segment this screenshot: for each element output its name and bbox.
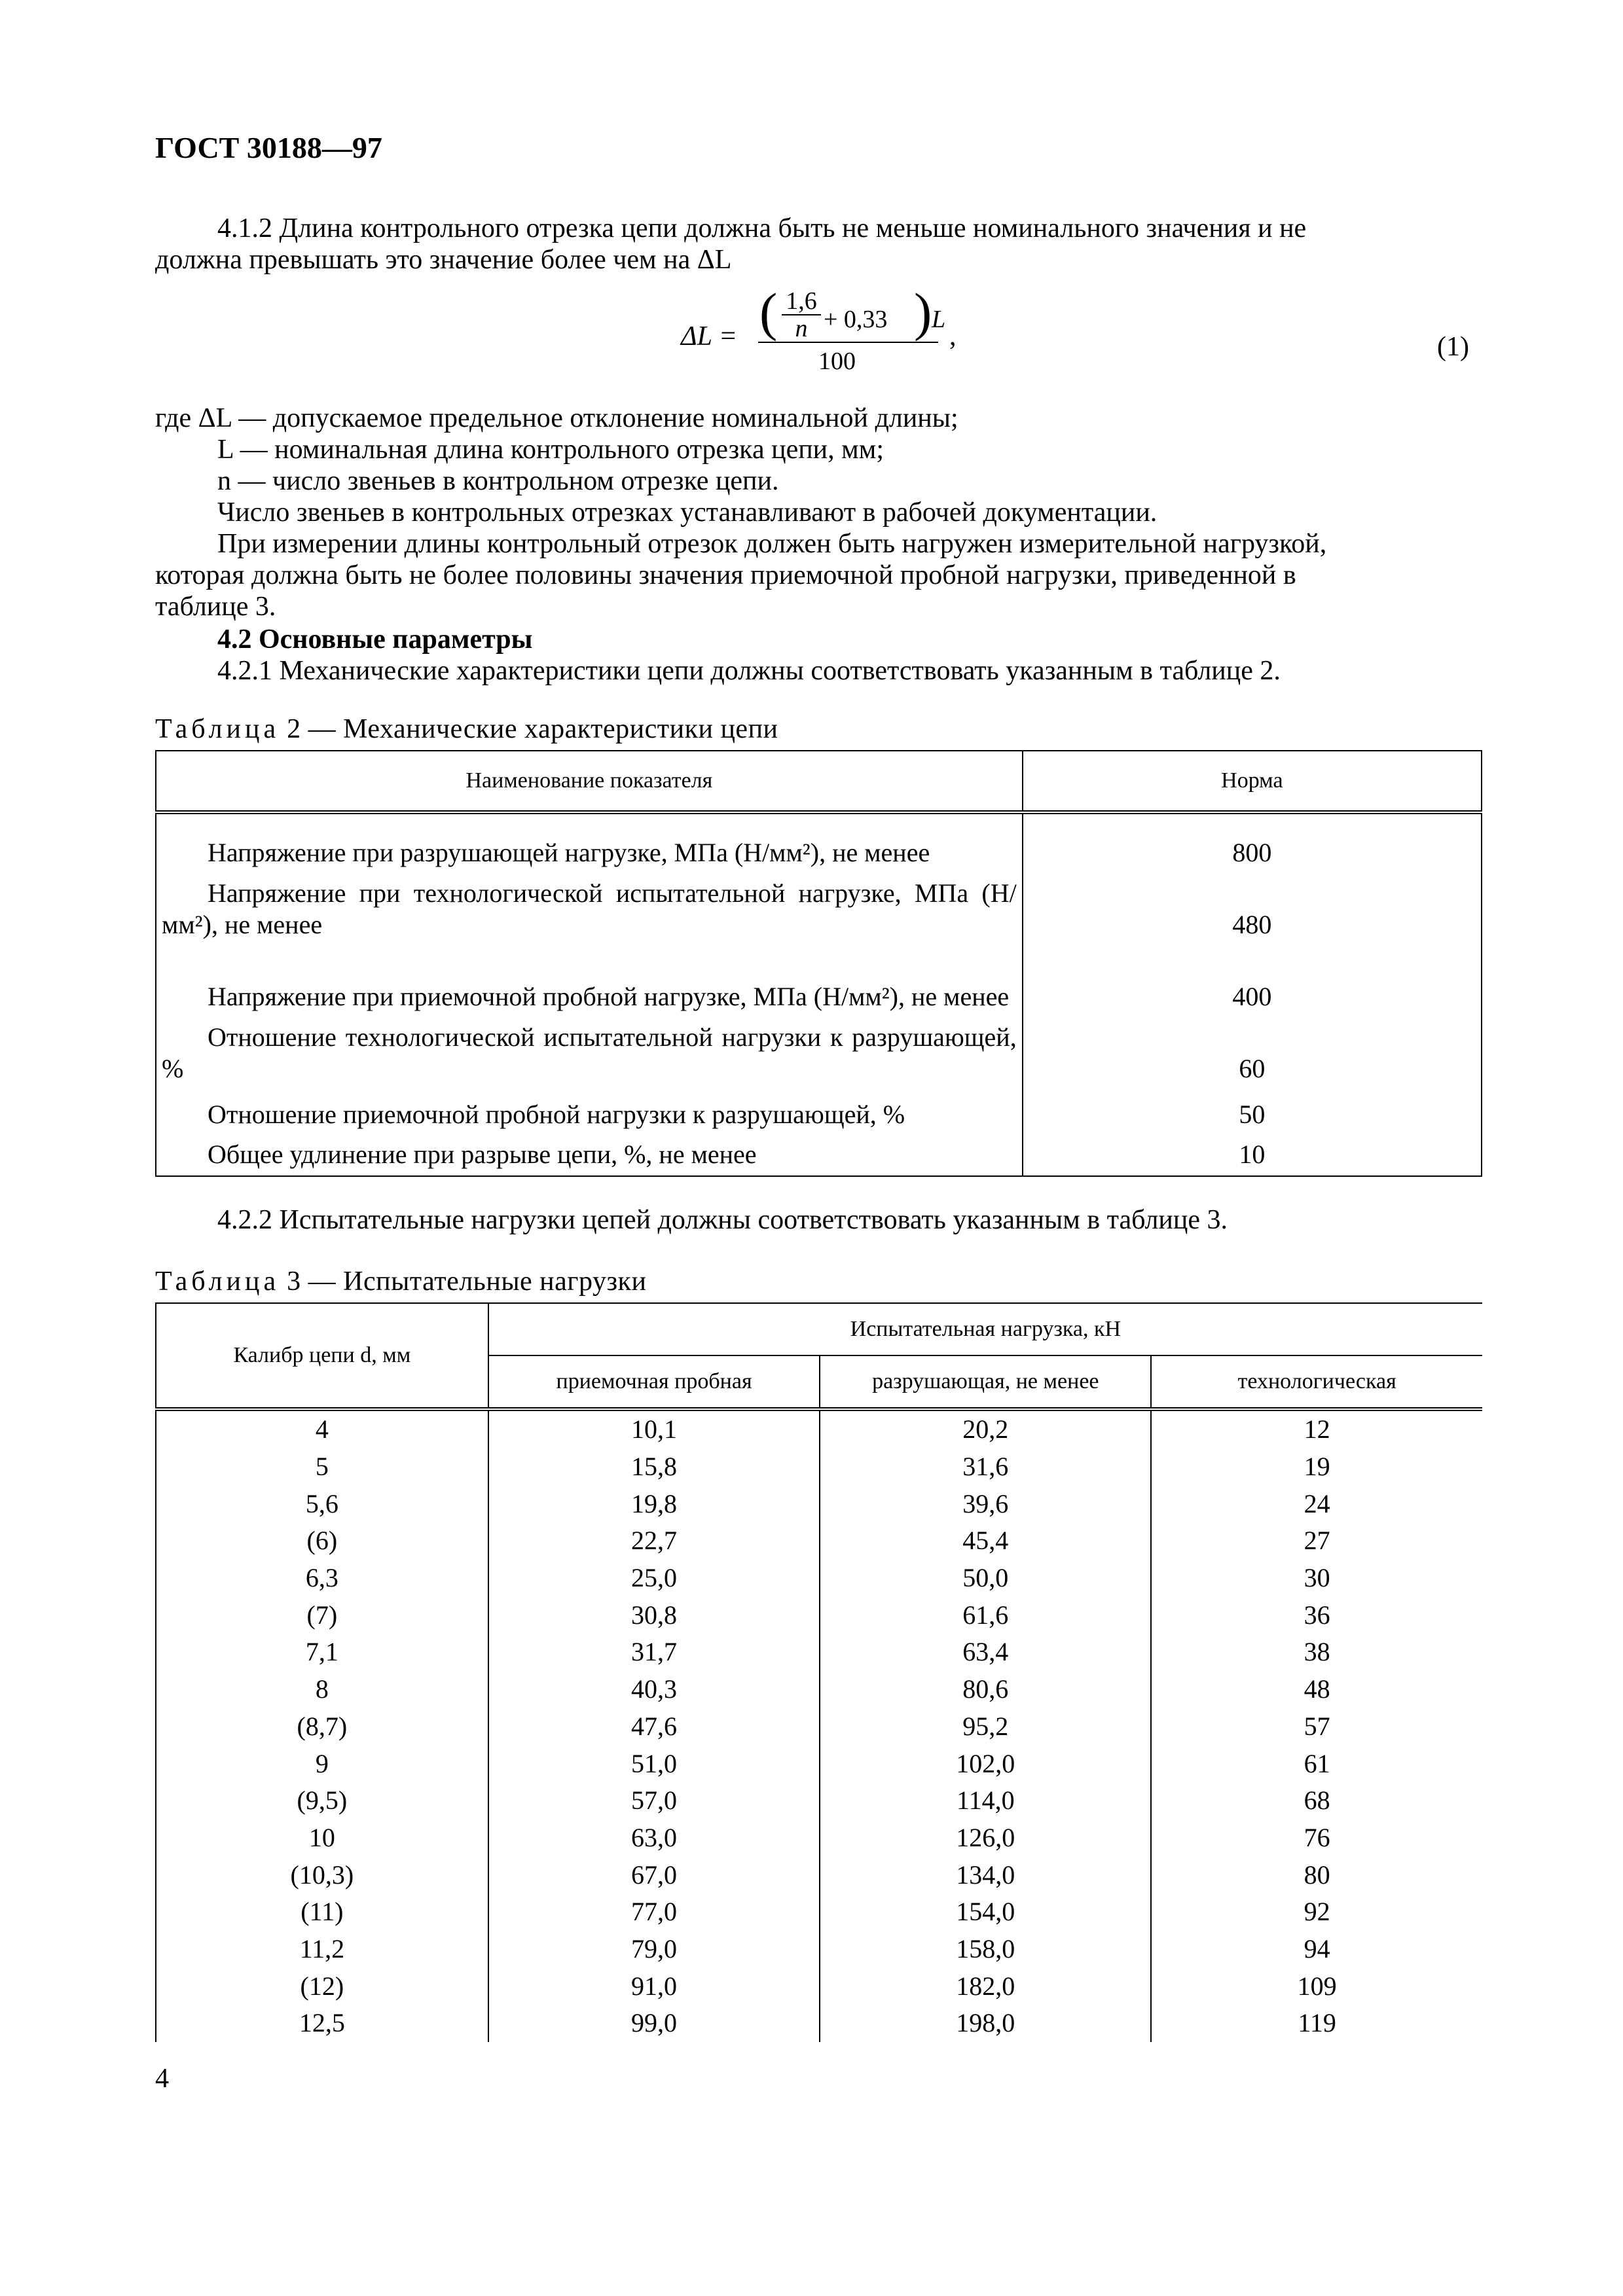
table3-cell: (12): [156, 1967, 488, 2005]
table2-cell-name: Напряжение при приемочной пробной нагрузке, МПа (Н/мм²), не менее: [156, 941, 1023, 1013]
table3-cell: 57,0: [488, 1782, 820, 1820]
table3-cell: (9,5): [156, 1782, 488, 1820]
table2-cell-value: 400: [1023, 941, 1482, 1013]
formula-fraction-bar: [758, 342, 938, 343]
table-row: [156, 1931, 1482, 1968]
table3-cell: 6,3: [156, 1560, 488, 1597]
table3-cell: 109: [1151, 1967, 1482, 2005]
where-line2: L — номинальная длина контрольного отрезка цепи, мм;: [217, 435, 884, 465]
table2-cell-value: 50: [1023, 1085, 1482, 1130]
table3-cell: 80: [1151, 1856, 1482, 1893]
table2-cell-value: 10: [1023, 1130, 1482, 1176]
table3-cell: 19: [1151, 1448, 1482, 1486]
table3-cell: 11,2: [156, 1931, 488, 1968]
table-row: [156, 1596, 1482, 1634]
table3-cell: 67,0: [488, 1856, 820, 1893]
paragraph-4-2-1: 4.2.1 Механические характеристики цепи должны соответствовать указанным в таблице 2.: [217, 656, 1281, 686]
table3-cell: 27: [1151, 1522, 1482, 1560]
where-line4: Число звеньев в контрольных отрезках устанавливают в рабочей документации.: [217, 497, 1158, 528]
paragraph-4-1-2-line1: 4.1.2 Длина контрольного отрезка цепи должна быть не меньше номинального значения и не: [217, 213, 1307, 243]
table2-head-norm: Норма: [1023, 751, 1482, 812]
table3-cell: 61: [1151, 1745, 1482, 1782]
table3-cell: 154,0: [820, 1893, 1151, 1931]
table3-cell: 10,1: [488, 1409, 820, 1448]
table-row: [156, 1967, 1482, 2005]
table2-cell-name: Общее удлинение при разрыве цепи, %, не менее: [156, 1130, 1023, 1176]
paragraph-4-1-2-line2: должна превышать это значение более чем на ΔL: [155, 245, 732, 275]
table3-cell: (11): [156, 1893, 488, 1931]
table3-cell: 22,7: [488, 1522, 820, 1560]
table-row: [156, 1856, 1482, 1893]
table3-cell: 15,8: [488, 1448, 820, 1486]
table3-cell: 24: [1151, 1485, 1482, 1522]
table3-cell: 50,0: [820, 1560, 1151, 1597]
table-row: [156, 1013, 1482, 1085]
table-row: [156, 1522, 1482, 1560]
table-row: [156, 1130, 1482, 1176]
table3-cell: (6): [156, 1522, 488, 1560]
table3-cell: 10: [156, 1820, 488, 1857]
table3-cell: 57: [1151, 1708, 1482, 1746]
formula-small-fraction: [782, 288, 821, 342]
table3-cell: 63,0: [488, 1820, 820, 1857]
formula-paren-left: (: [759, 282, 778, 342]
formula-paren-right: ): [914, 282, 932, 342]
table3-cell: 126,0: [820, 1820, 1151, 1857]
table2-cell-name: Отношение приемочной пробной нагрузки к разрушающей, %: [156, 1085, 1023, 1130]
table3-head-technological: технологическая: [1151, 1355, 1482, 1409]
page-number: 4: [155, 2064, 169, 2094]
table-row: [156, 1634, 1482, 1671]
table-row: [156, 1893, 1482, 1931]
table3-cell: 5: [156, 1448, 488, 1486]
table3-cell: 158,0: [820, 1931, 1151, 1968]
table3-cell: 80,6: [820, 1671, 1151, 1708]
standard-code: ГОСТ 30188—97: [155, 131, 382, 164]
table-row: [156, 941, 1482, 1013]
formula-comma: ,: [949, 321, 957, 351]
equation-number: (1): [1437, 332, 1469, 362]
table-row: [156, 1560, 1482, 1597]
table-row: [156, 1085, 1482, 1130]
paragraph-4-2-2: 4.2.2 Испытательные нагрузки цепей должны соответствовать указанным в таблице 3.: [217, 1205, 1228, 1235]
where-line5: При измерении длины контрольный отрезок должен быть нагружен измерительной нагрузкой,: [217, 529, 1327, 559]
table3-cell: 4: [156, 1409, 488, 1448]
table3-cell: 114,0: [820, 1782, 1151, 1820]
table2-cell-value: 480: [1023, 869, 1482, 941]
formula-l: L: [932, 306, 946, 333]
formula-denominator: 100: [818, 348, 856, 375]
formula-delta-l: [681, 282, 957, 393]
table-row: [156, 1820, 1482, 1857]
table3-cell: 79,0: [488, 1931, 820, 1968]
table2-cell-name: Отношение технологической испытательной нагрузки к разрушающей, %: [156, 1013, 1023, 1085]
table3-cell: (8,7): [156, 1708, 488, 1746]
table3-test-loads: [155, 1302, 1482, 2042]
table3-cell: 38: [1151, 1634, 1482, 1671]
formula-frac-num: 1,6: [782, 288, 821, 315]
table3-cell: 39,6: [820, 1485, 1151, 1522]
table3-cell: 31,6: [820, 1448, 1151, 1486]
where-line1: где ΔL — допускаемое предельное отклонение номинальной длины;: [155, 403, 958, 433]
where-line7: таблице 3.: [155, 592, 276, 622]
table3-cell: 19,8: [488, 1485, 820, 1522]
table3-cell: 119: [1151, 2005, 1482, 2042]
table3-cell: 134,0: [820, 1856, 1151, 1893]
table3-cell: 45,4: [820, 1522, 1151, 1560]
table2-caption: [155, 713, 778, 745]
section-4-2-title: 4.2 Основные параметры: [217, 624, 533, 655]
table3-cell: 92: [1151, 1893, 1482, 1931]
table3-cell: 12,5: [156, 2005, 488, 2042]
table3-head-acceptance: приемочная пробная: [488, 1355, 820, 1409]
table3-cell: 36: [1151, 1596, 1482, 1634]
table3-cell: 30: [1151, 1560, 1482, 1597]
table2-caption-word: Таблица: [155, 714, 280, 744]
where-line6: которая должна быть не более половины значения приемочной пробной нагрузки, приведенной в: [155, 560, 1296, 590]
table3-head-caliber: Калибр цепи d, мм: [156, 1303, 488, 1409]
table3-cell: 5,6: [156, 1485, 488, 1522]
table-row: [156, 1708, 1482, 1746]
table-row: [156, 1409, 1482, 1448]
table3-cell: 76: [1151, 1820, 1482, 1857]
table-row: [156, 1485, 1482, 1522]
table3-cell: 48: [1151, 1671, 1482, 1708]
table3-cell: 47,6: [488, 1708, 820, 1746]
table3-cell: 95,2: [820, 1708, 1151, 1746]
table-row: [156, 1745, 1482, 1782]
table3-cell: 51,0: [488, 1745, 820, 1782]
table3-cell: 20,2: [820, 1409, 1151, 1448]
table3-cell: 12: [1151, 1409, 1482, 1448]
table3-cell: 61,6: [820, 1596, 1151, 1634]
table2-cell-name: Напряжение при технологической испытательной нагрузке, МПа (Н/мм²), не менее: [156, 869, 1023, 941]
table2-cell-value: 800: [1023, 812, 1482, 869]
table2-cell-name: Напряжение при разрушающей нагрузке, МПа (Н/мм²), не менее: [156, 812, 1023, 869]
table2-caption-text: 2 — Механические характеристики цепи: [287, 714, 778, 744]
table3-cell: 8: [156, 1671, 488, 1708]
table-row: [156, 812, 1482, 869]
table3-cell: 182,0: [820, 1967, 1151, 2005]
table-row: [156, 1782, 1482, 1820]
table2-mechanical-characteristics: [155, 750, 1482, 1177]
table3-cell: 30,8: [488, 1596, 820, 1634]
formula-lhs: ΔL =: [681, 321, 738, 351]
table3-cell: 40,3: [488, 1671, 820, 1708]
table3-cell: 94: [1151, 1931, 1482, 1968]
table3-cell: 25,0: [488, 1560, 820, 1597]
table3-cell: (10,3): [156, 1856, 488, 1893]
table3-cell: 68: [1151, 1782, 1482, 1820]
table3-body: [156, 1409, 1482, 2042]
formula-frac-den: n: [795, 315, 808, 342]
table3-cell: 7,1: [156, 1634, 488, 1671]
table3-head-breaking: разрушающая, не менее: [820, 1355, 1151, 1409]
table3-cell: 91,0: [488, 1967, 820, 2005]
table3-cell: 102,0: [820, 1745, 1151, 1782]
table3-cell: 63,4: [820, 1634, 1151, 1671]
table3-cell: 198,0: [820, 2005, 1151, 2042]
table2-cell-value: 60: [1023, 1013, 1482, 1085]
table3-caption-word: Таблица: [155, 1266, 280, 1297]
table3-caption-text: 3 — Испытательные нагрузки: [287, 1266, 647, 1297]
table-row: [156, 1448, 1482, 1486]
table3-cell: (7): [156, 1596, 488, 1634]
table2-head-name: Наименование показателя: [156, 751, 1023, 812]
table-row: [156, 1671, 1482, 1708]
formula-plus-term: + 0,33: [824, 306, 888, 333]
table-row: [156, 2005, 1482, 2042]
table3-cell: 99,0: [488, 2005, 820, 2042]
table3-caption: [155, 1266, 646, 1297]
table3-cell: 31,7: [488, 1634, 820, 1671]
table3-cell: 77,0: [488, 1893, 820, 1931]
table3-head-group: Испытательная нагрузка, кН: [488, 1303, 1482, 1355]
table3-cell: 9: [156, 1745, 488, 1782]
formula-numerator: [758, 282, 948, 342]
where-line3: n — число звеньев в контрольном отрезке цепи.: [217, 466, 779, 496]
table-row: [156, 869, 1482, 941]
